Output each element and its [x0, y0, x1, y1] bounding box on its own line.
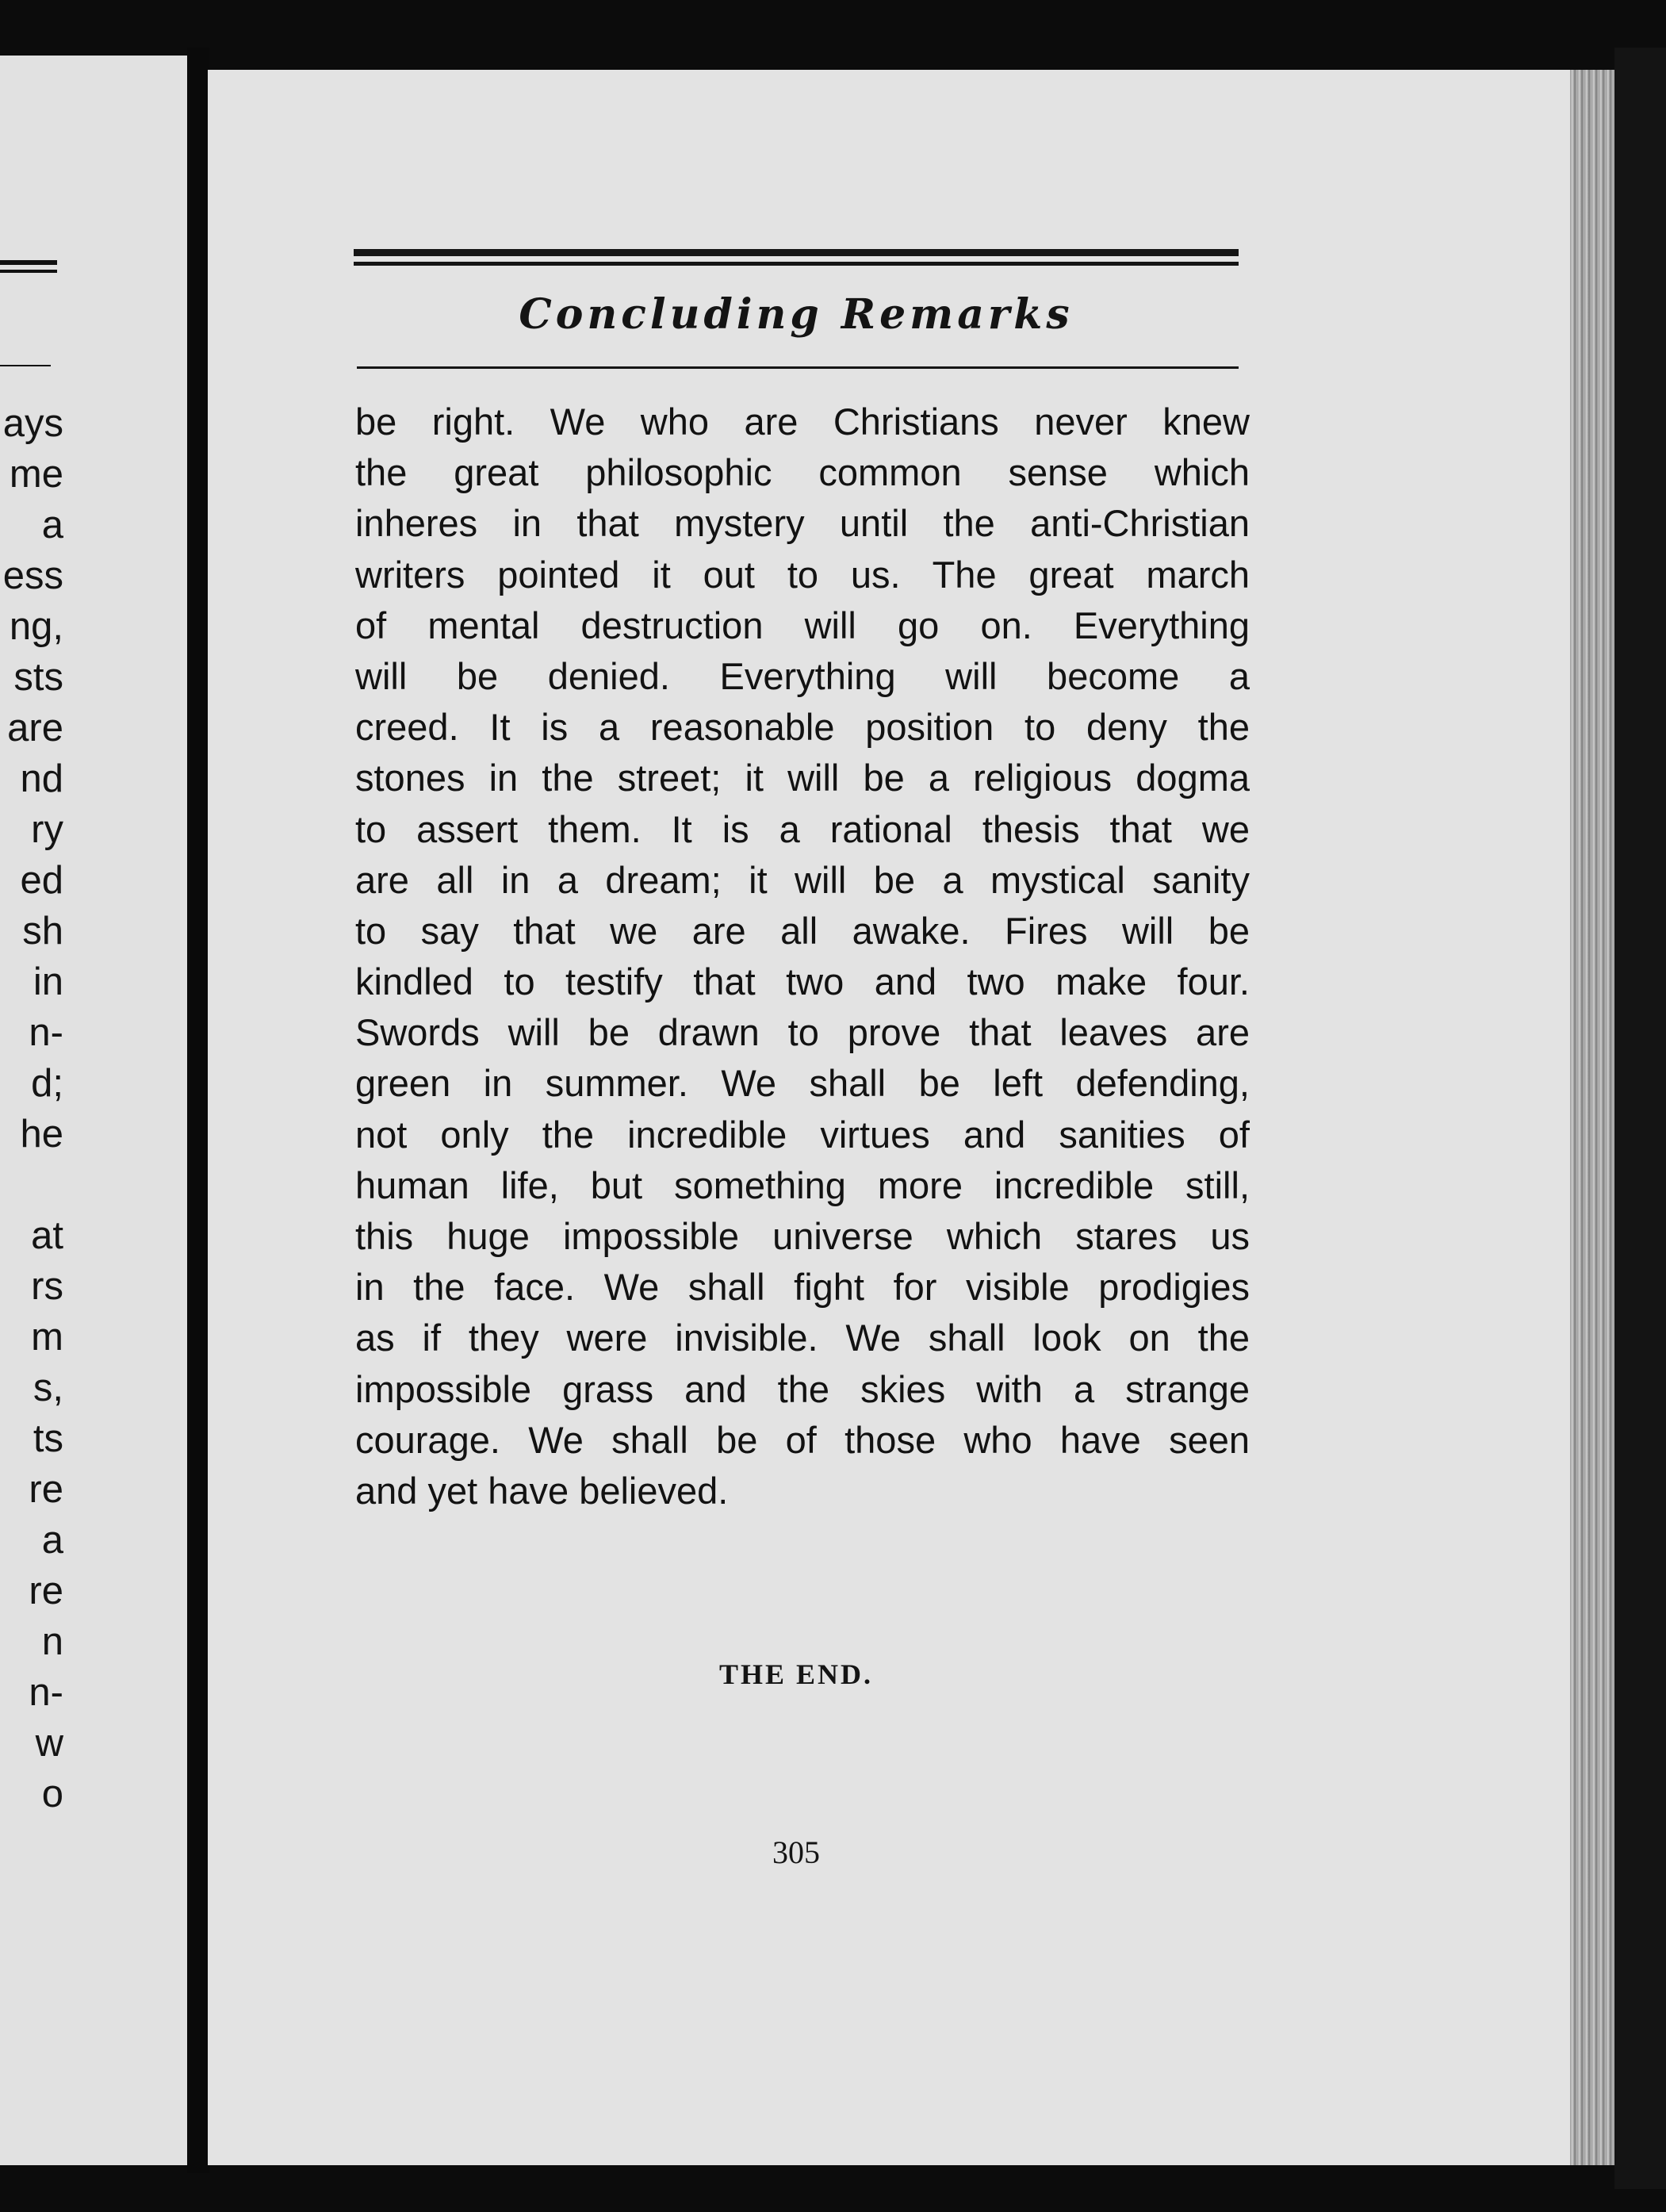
text-line: to assert them. It is a rational thesis that we [355, 807, 1250, 850]
previous-page-fragment: re [29, 1468, 63, 1511]
previous-page-fragment: a [41, 504, 63, 546]
running-head-title: Concluding Remarks [519, 290, 1074, 339]
page-number: 305 [772, 1834, 820, 1870]
text-line: this huge impossible universe which stares us [355, 1215, 1250, 1257]
text-line: Swords will be drawn to prove that leaves are [355, 1011, 1250, 1054]
header-underline-rule [357, 366, 1239, 369]
previous-page-fragment: sts [13, 656, 63, 699]
previous-page-fragment: ays [2, 402, 63, 445]
text-line: kindled to testify that two and two make four. [355, 960, 1250, 1003]
previous-page-fragment: are [7, 707, 63, 749]
scan-background-edge [1614, 48, 1666, 2189]
text-line: as if they were invisible. We shall look on the [355, 1317, 1250, 1359]
previous-page-fragment: s, [33, 1367, 63, 1409]
previous-page-fragment: w [35, 1722, 63, 1765]
body-paragraph [355, 397, 1250, 1516]
previous-page-fragment [0, 1160, 63, 1210]
text-line: be right. We who are Christians never knew [355, 401, 1250, 443]
previous-page-fragment: in [33, 960, 63, 1003]
text-line: human life, but something more incredible still, [355, 1164, 1250, 1206]
previous-page-fragment: sh [22, 910, 63, 953]
header-double-rule-top [354, 249, 1239, 256]
text-line: will be denied. Everything will become a [355, 654, 1250, 697]
text-line: inheres in that mystery until the anti-Christian [355, 502, 1250, 545]
header-double-rule-bottom [354, 262, 1239, 266]
previous-page-fragment: re [29, 1570, 63, 1612]
the-end-label: THE END. [718, 1658, 874, 1690]
book-spine-gutter [187, 48, 209, 2173]
previous-page-fragment: m [31, 1316, 63, 1359]
previous-page-header-rule [0, 260, 57, 265]
previous-page-fragment: ng, [9, 605, 63, 648]
text-line: are all in a dream; it will be a mystical sanity [355, 858, 1250, 901]
text-line: to say that we are all awake. Fires will be [355, 909, 1250, 952]
text-line: of mental destruction will go on. Everything [355, 604, 1250, 646]
page-stack-edge [1570, 70, 1614, 2165]
previous-page-fragment: o [41, 1773, 63, 1815]
previous-page-fragment: rs [31, 1265, 63, 1308]
text-line: green in summer. We shall be left defending, [355, 1062, 1250, 1105]
previous-page-fragment: me [9, 453, 63, 496]
text-line: stones in the street; it will be a religious dogma [355, 757, 1250, 799]
text-line: impossible grass and the skies with a strange [355, 1367, 1250, 1410]
previous-page-fragment: n [41, 1620, 63, 1663]
previous-page-fragment: ts [33, 1417, 63, 1460]
previous-page-head-underline [0, 365, 51, 366]
text-line: courage. We shall be of those who have seen [355, 1418, 1250, 1461]
previous-page-fragment: at [31, 1214, 63, 1257]
previous-page-fragment: d; [31, 1062, 63, 1105]
previous-page-fragment: n- [29, 1011, 63, 1054]
text-line: writers pointed it out to us. The great march [355, 553, 1250, 596]
previous-page-fragment: he [20, 1113, 63, 1156]
previous-page-fragment: a [41, 1519, 63, 1562]
previous-page-fragment: ess [2, 554, 63, 597]
text-line: the great philosophic common sense which [355, 451, 1250, 494]
previous-page-fragment: nd [20, 757, 63, 800]
previous-page-sliver [0, 56, 190, 2165]
previous-page-fragment: ed [20, 859, 63, 902]
previous-page-fragment: ry [31, 808, 63, 851]
text-line: not only the incredible virtues and sanities of [355, 1113, 1250, 1156]
previous-page-fragment: n- [29, 1671, 63, 1714]
previous-page-text-fragments [0, 398, 63, 1819]
text-line: in the face. We shall fight for visible prodigies [355, 1266, 1250, 1309]
text-line: and yet have believed. [355, 1469, 729, 1512]
previous-page-header-rule [0, 270, 57, 273]
text-line: creed. It is a reasonable position to deny the [355, 706, 1250, 749]
